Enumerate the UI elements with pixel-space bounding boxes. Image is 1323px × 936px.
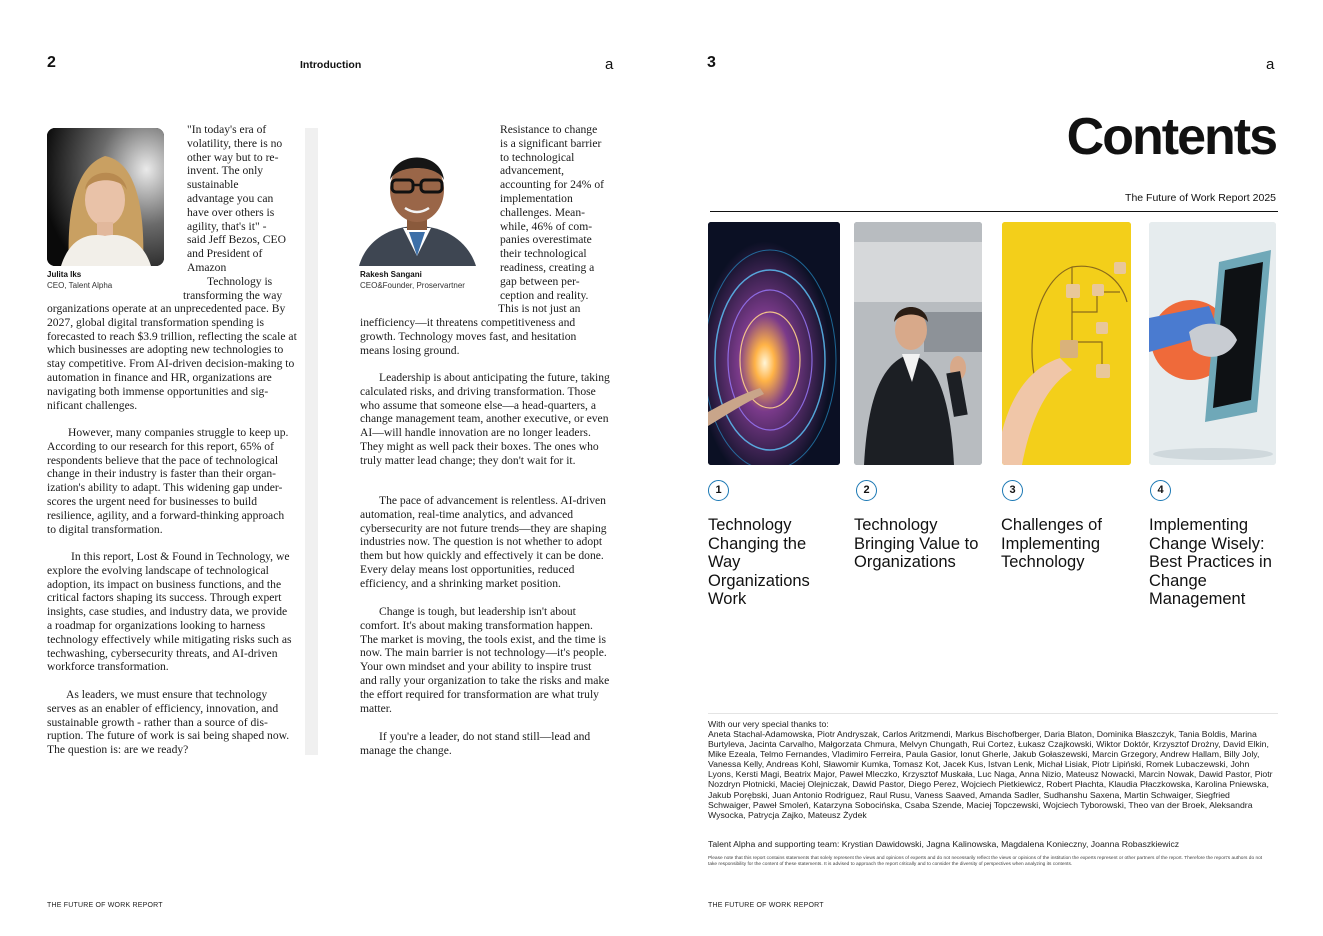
leadership-paragraph-3: The pace of advancement is relentless. AI-driven automation, real-time analytics, and advanced cybersecurity are not future trends—they are shaping industries now. The question is not whether to adopt them but how quickly and effectively it can be done. Every delay means lost opportunities, reduced efficiency, and a shrinking market position. (360, 494, 607, 590)
chapter-3-title[interactable]: Challenges of Implementing Technology (1001, 516, 1102, 571)
intro-paragraph-4: As leaders, we must ensure that technology serves as an enabler of efficiency, innovation, and sustainable growth - rather than a source of dis-ruption. The future of work is sai being shaped now. The question is: are we ready? (47, 688, 290, 757)
thanks-names: Aneta Stachal-Adamowska, Piotr Andryszak, Carlos Aritzmendi, Markus Bischofberger, Daria Blaton, Dominika Błaszczyk, Tania Boldis, Marina Burtyleva, Jacinta Carvalho, Małgorzata Chmura, Melvyn Chungath, Rui Cortez, Łukasz Czajkowski, Wiktor Doktór, Krzysztof Drożny, David Elkin, Mike Ezeala, Telmo Fernandes, Vladimiro Ferreira, Paula Gasior, Ionut Gherle, Jakub Gołaszewski, Marcin Grzegory, Andrew Hallam, Billy Joly, Vanessa Kelly, Andreas Kohl, Sławomir Kumka, Tomasz Kot, Jacek Kus, Istvan Lenk, Michał Lisiak, Piotr Lipiński, Romek Lubaczewski, John Lyons, Kersti Magi, Beatrix Major, Paweł Mleczko, Krzysztof Muskała, Luc Naga, Anna Nizio, Mateusz Nowacki, Marcin Nowak, Dawid Pastor, Piotr Nozdryn Płotnicki, Maciej Olejniczak, Dawid Pastor, Diego Perez, Wojciech Pietkiewicz, Robert Płachta, Klaudia Płaczkowska, Karolina Pniewska, Jakub Porębski, Juan Antonio Rodriguez, Raul Rusu, Vaness Saaved, Amanda Sadler, Sudhanshu Saxena, Martin Schwaiger, Siegfried Schwaiger, Paweł Smoleń, Katarzyna Sobocińska, Csaba Szende, Maciej Topczewski, Wojciech Tyborowski, Theo van der Broek, Aleksandra Wysocka, Patrycja Zajko, Mateusz Żydek (708, 729, 1273, 820)
right-footer: THE FUTURE OF WORK REPORT (708, 902, 824, 909)
chapter-4-image (1149, 222, 1276, 465)
chapter-1-image (708, 222, 840, 465)
chapter-2-title[interactable]: Technology Bringing Value to Organizations (854, 516, 979, 571)
intro-paragraph-1: organizations operate at an unprecedented pace. By 2027, global digital transformation spending is forecasted to reach $3.9 trillion, reflecting the scale at which businesses are adopting new technologies to stay competitive. From AI-driven decision-making to automation in finance and HR, organizations are navigating both immense opportunities and sig-nificant challenges. (47, 302, 297, 412)
julita-iks-photo (47, 128, 164, 266)
column-divider (305, 128, 318, 755)
rakesh-sangani-name: Rakesh Sangani (360, 270, 422, 279)
julita-iks-role: CEO, Talent Alpha (47, 281, 113, 290)
disclaimer: Please note that this report contains statements that solely represent the views and opinions of experts and do not necessarily reflect the views or opinions of the institution the experts represent or other partners of the report. Therefore the report's authors do not take responsibility for the content of these statements. It is advised to approach the report critically and to consider the diversity of perspectives when analyzing its contents. (708, 856, 1263, 867)
leadership-paragraph-1-start: Resistance to change is a significant barrier to technological advancement, accounting for 24% of implementation challenges. Mean-while, 46% of com-panies overestimate their technological readiness, creating a gap between per-ception and reality. (500, 123, 604, 302)
leadership-paragraph-5: If you're a leader, do not stand still—lead and manage the change. (360, 730, 591, 757)
leadership-paragraph-2: Leadership is about anticipating the future, taking calculated risks, and driving transformation. Those who assume that someone else—a head-quarters, a change management team, another executive, or even AI—will handle innovation are no longer leaders. They might as well pack their boxes. The ones who truly matter lead change; they don't wait for it. (360, 371, 610, 467)
intro-paragraph-3: In this report, Lost & Found in Technology, we explore the evolving landscape of technological adoption, its impact on business functions, and the critical factors shaping its success. Through expert insights, case studies, and industry data, we provide a roadmap for organizations looking to harness technology effectively while mitigating risks such as techwashing, cybersecurity threats, and AI-driven workforce transformation. (47, 550, 292, 674)
intro-paragraph-2: However, many companies struggle to keep up. According to our research for this report, 65% of respondents believe that the pace of technological change in their industry is faster than their organ-ization's ability to adapt. This widening gap under-scores the urgent need for businesses to build resilience, agility, and a forward-thinking approach to digital transformation. (47, 426, 289, 536)
chapter-4-title[interactable]: Implementing Change Wisely: Best Practices in Change Management (1149, 516, 1272, 608)
chapter-2-number-badge: 2 (856, 480, 877, 501)
brand-logo-right: a (1266, 56, 1275, 73)
bezos-quote: "In today's era of volatility, there is no other way but to re-invent. The only sustainable advantage you can have over others is agility, that's it" - said Jeff Bezos, CEO and President of Amazon (187, 123, 286, 274)
section-title: Introduction (300, 59, 362, 71)
chapter-4-number-badge: 4 (1150, 480, 1171, 501)
chapter-3-image (1002, 222, 1131, 465)
thanks-rule (708, 713, 1278, 714)
rakesh-sangani-role: CEO&Founder, Proservartner (360, 281, 465, 290)
leadership-paragraph-1-mid: This is not just an (498, 302, 581, 315)
thanks-heading: With our very special thanks to: (708, 719, 829, 729)
left-footer: THE FUTURE OF WORK REPORT (47, 902, 163, 909)
brand-logo-left: a (605, 56, 614, 73)
chapter-2-image (854, 222, 982, 465)
left-page-number: 2 (47, 54, 56, 71)
leadership-paragraph-4: Change is tough, but leadership isn't about comfort. It's about making transformation happen. The market is moving, the tools exist, and the time is now. The main barrier is not technology—it's people. Your own mindset and your ability to inspire trust and rally your organization to take the risks and make the effort required for transformation are what truly matter. (360, 605, 610, 715)
contents-title: Contents (1066, 108, 1276, 166)
chapter-1-number-badge: 1 (708, 480, 729, 501)
chapter-3-number-badge: 3 (1002, 480, 1023, 501)
julita-iks-name: Julita Iks (47, 270, 82, 279)
leadership-paragraph-1: inefficiency—it threatens competitiveness and growth. Technology moves fast, and hesitation means losing ground. (360, 316, 577, 357)
title-rule (710, 211, 1278, 212)
intro-paragraph-1-start: Technology is transforming the way (183, 275, 283, 302)
chapter-1-title[interactable]: Technology Changing the Way Organizations Work (708, 516, 810, 608)
supporting-team: Talent Alpha and supporting team: Krystian Dawidowski, Jagna Kalinowska, Magdalena Konieczny, Joanna Robaszkiewicz (708, 839, 1180, 849)
rakesh-sangani-photo (359, 128, 476, 266)
right-page-number: 3 (707, 54, 716, 71)
report-subtitle: The Future of Work Report 2025 (1125, 192, 1276, 204)
